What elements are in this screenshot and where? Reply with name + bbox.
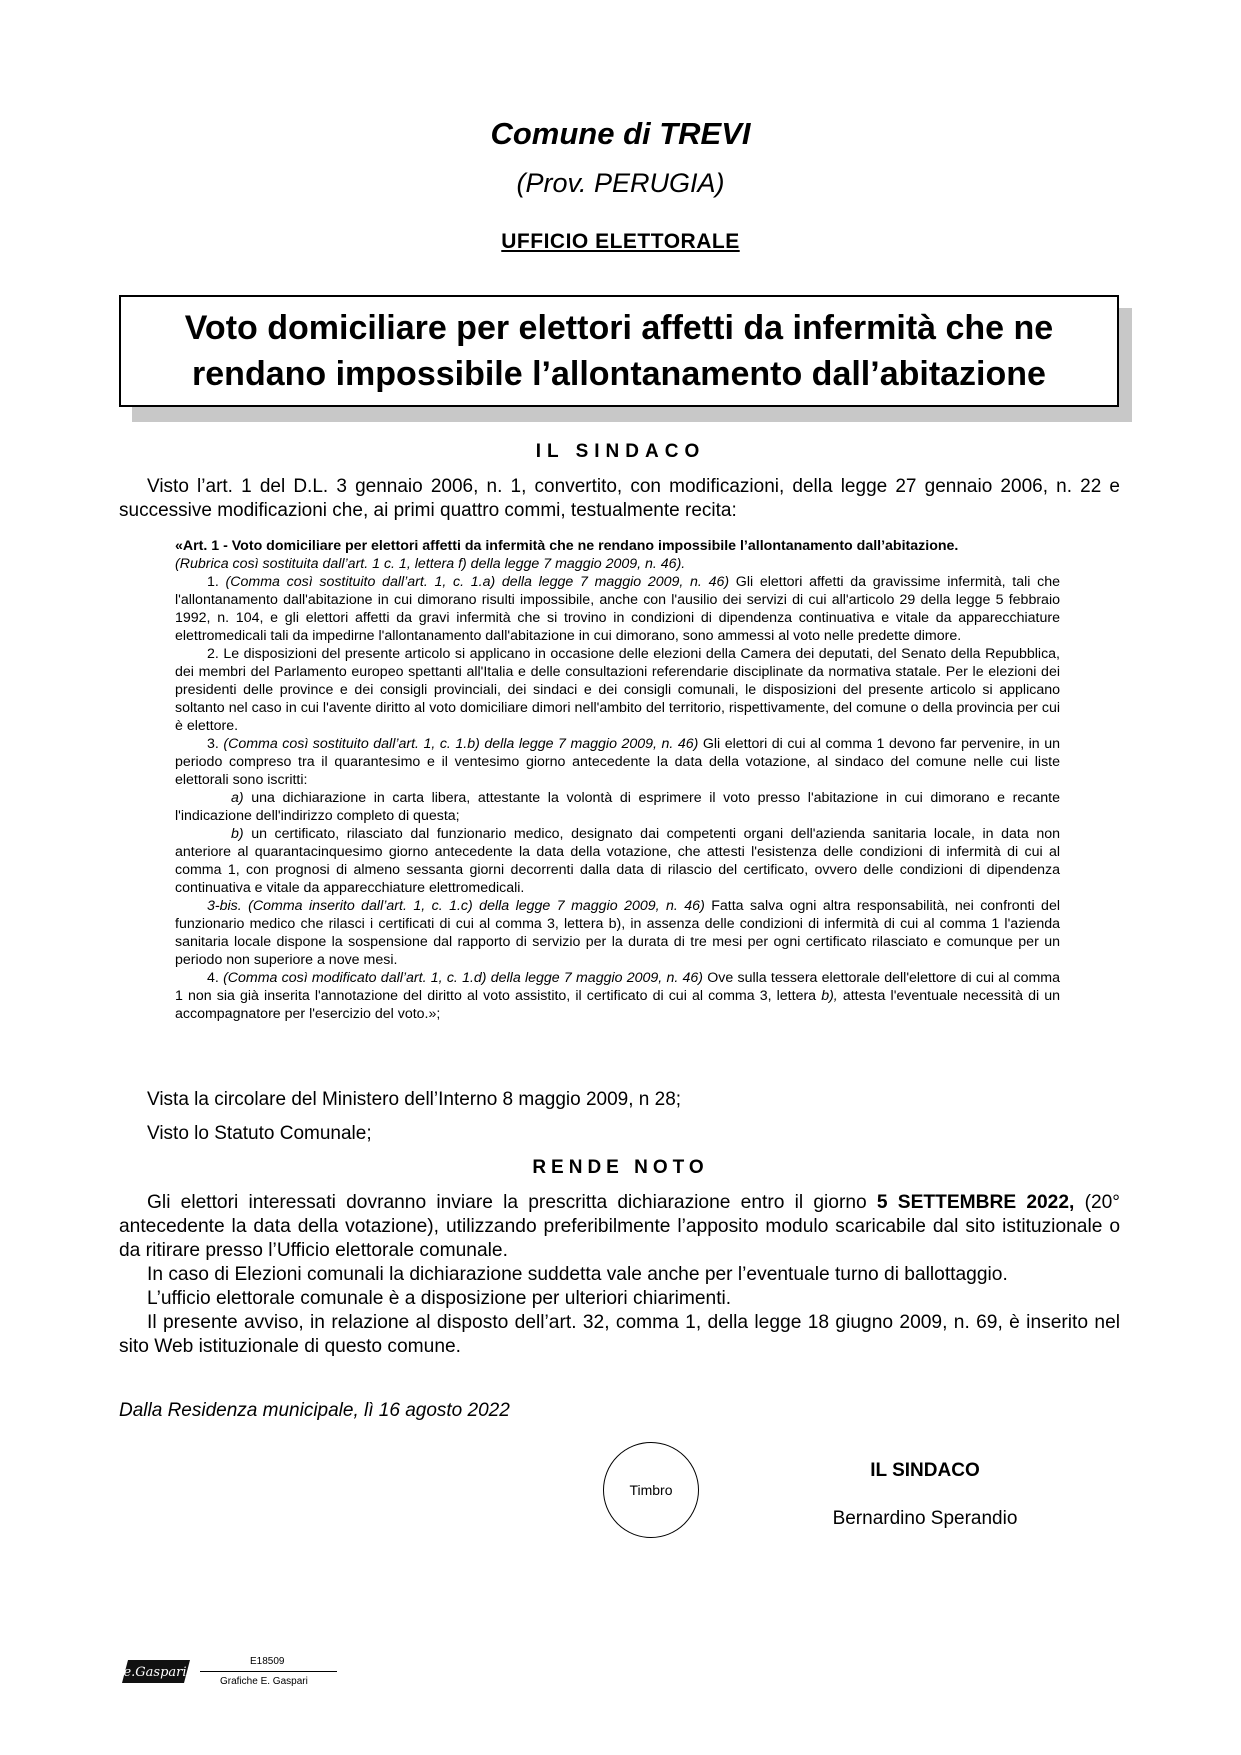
signature-title: IL SINDACO	[870, 1460, 980, 1481]
paragraph-3: 3. (Comma così sostituito dall’art. 1, c. 1.b) della legge 7 maggio 2009, n. 46) Gli elettori di cui al comma 1 devono far pervenire, in un periodo compreso tra il quarantesimo e il ventesimo giorno antecedente la data della votazione, al sindaco del comune nelle cui liste elettorali sono iscritti:	[175, 736, 1060, 788]
paragraph-3-bis-note: 3-bis. (Comma inserito dall’art. 1, c. 1.c) della legge 7 maggio 2009, n. 46)	[207, 898, 705, 914]
province-subtitle: (Prov. PERUGIA)	[516, 168, 725, 198]
article-rubrica-note: (Rubrica così sostituita dall’art. 1 c. 1, lettera f) della legge 7 maggio 2009, n. 46).	[175, 556, 686, 572]
document-title-box	[119, 295, 1119, 407]
law-quotation	[175, 537, 1060, 1023]
place-and-date: Dalla Residenza municipale, lì 16 agosto 2022	[119, 1400, 510, 1421]
paragraph-3-item-b: b) un certificato, rilasciato dal funzionario medico, designato dai competenti organi dell'azienda sanitaria locale, in data non anteriore al quarantacinquesimo giorno antecedente la data della votazione, che attesti l'esistenza delle condizioni di infermità di cui al comma 1, con prognosi di almeno sessanta giorni decorrenti dalla data di rilascio del certificato, ovvero delle condizioni di dipendenza continuativa e vitale da apparecchiature elettromedicali.	[175, 826, 1060, 896]
stamp-label: Timbro	[629, 1482, 673, 1498]
office-heading: UFFICIO ELETTORALE	[501, 230, 740, 253]
signature-name: Bernardino Sperandio	[832, 1508, 1018, 1529]
svg-text:e.Gaspari: e.Gaspari	[123, 1665, 187, 1680]
publisher-name: Grafiche E. Gaspari	[220, 1676, 308, 1687]
publisher-logo	[118, 1657, 192, 1685]
circular-reference: Vista la circolare del Ministero dell’Interno 8 maggio 2009, n 28;	[147, 1089, 682, 1110]
paragraph-2: 2. Le disposizioni del presente articolo si applicano in occasione delle elezioni della Camera dei deputati, del Senato della Repubblica, dei membri del Parlamento europeo spettanti all'Italia e delle consultazioni referendarie disciplinate da normativa statale. Per le elezioni dei presidenti delle province e dei consigli provinciali, dei sindaci e dei consigli comunali, le disposizioni del presente articolo si applicano soltanto nel caso in cui l'avente diritto al voto domiciliare dimori nell'ambito del territorio, rispettivamente, del comune o della provincia per cui è elettore.	[175, 646, 1060, 734]
announcement-ballot-note: In caso di Elezioni comunali la dichiarazione suddetta vale anche per l’eventuale turno di ballottaggio.	[147, 1264, 1008, 1285]
municipality-title: Comune di TREVI	[490, 116, 751, 151]
print-code: E18509	[250, 1656, 285, 1667]
announcement-body	[119, 1191, 1120, 1359]
paragraph-3-note: (Comma così sostituito dall’art. 1, c. 1.b) della legge 7 maggio 2009, n. 46)	[223, 736, 699, 752]
paragraph-4-note: (Comma così modificato dall’art. 1, c. 1.d) della legge 7 maggio 2009, n. 46)	[223, 970, 704, 986]
announcement-web-note: Il presente avviso, in relazione al disposto dell’art. 32, comma 1, della legge 18 giugno 2009, n. 69, è inserito nel sito Web istituzionale di questo comune.	[119, 1312, 1120, 1357]
paragraph-1: 1. (Comma così sostituito dall’art. 1, c. 1.a) della legge 7 maggio 2009, n. 46) Gli elettori affetti da gravissime infermità, tali che l'allontanamento dall'abitazione in cui dimorano risulti impossibile, anche con l'ausilio dei servizi di cui all'articolo 29 della legge 5 febbraio 1992, n. 104, e gli elettori affetti da gravi infermità che si trovino in condizioni di dipendenza continuativa e vitale da apparecchiature elettromedicali tali da impedirne l'allontanamento dall'abitazione in cui dimorano, sono ammessi al voto nelle predette dimore.	[175, 574, 1060, 644]
announcement-deadline: Gli elettori interessati dovranno inviare la prescritta dichiarazione entro il giorno 5 SETTEMBRE 2022, (20° antecedente la data della votazione), utilizzando preferibilmente l’apposito modulo scaricabile dal sito istituzionale o da ritirare presso l’Ufficio elettorale comunale.	[119, 1192, 1120, 1261]
deadline-date: 5 SETTEMBRE 2022,	[876, 1192, 1075, 1213]
article-heading: «Art. 1 - Voto domiciliare per elettori affetti da infermità che ne rendano impossibile l’allontanamento dall’abitazione.	[175, 538, 959, 554]
statute-reference: Visto lo Statuto Comunale;	[147, 1123, 372, 1144]
document-title-line-2: rendano impossibile l’allontanamento dall’abitazione	[192, 355, 1046, 393]
paragraph-4: 4. (Comma così modificato dall’art. 1, c. 1.d) della legge 7 maggio 2009, n. 46) Ove sulla tessera elettorale dell'elettore di cui al comma 1 non sia già inserita l'annotazione del diritto al voto assistito, il certificato di cui al comma 3, lettera b), attesta l'eventuale necessità di un accompagnatore per l'esercizio del voto.»;	[175, 970, 1061, 1022]
announcement-office-note: L’ufficio elettorale comunale è a disposizione per ulteriori chiarimenti.	[147, 1288, 732, 1309]
announcement-heading: RENDE NOTO	[532, 1157, 709, 1178]
document-title-line-1: Voto domiciliare per elettori affetti da infermità che ne	[184, 309, 1054, 347]
paragraph-3-bis: 3-bis. (Comma inserito dall’art. 1, c. 1.c) della legge 7 maggio 2009, n. 46) Fatta salva ogni altra responsabilità, nei confronti del funzionario medico che rilasci i certificati di cui al comma 3, lettera b), in assenza delle condizioni di infermità di cui al comma 1 l'azienda sanitaria locale dispone la sospensione dal rapporto di servizio per la durata di tre mesi per ogni certificato rilasciato e comunque per un periodo non superiore a nove mesi.	[175, 898, 1060, 968]
paragraph-1-note: (Comma così sostituito dall’art. 1, c. 1.a) della legge 7 maggio 2009, n. 46)	[225, 574, 730, 590]
mayor-heading: IL SINDACO	[535, 441, 706, 462]
footer-divider	[200, 1671, 337, 1672]
legal-premise: Visto l’art. 1 del D.L. 3 gennaio 2006, n. 1, convertito, con modificazioni, della legge 27 gennaio 2006, n. 22 e successive modificazioni che, ai primi quattro commi, testualmente recita:	[119, 476, 1120, 521]
stamp-placeholder	[603, 1442, 699, 1538]
paragraph-3-item-a: a) una dichiarazione in carta libera, attestante la volontà di esprimere il voto presso l'abitazione in cui dimorano e recante l'indicazione dell'indirizzo completo di questa;	[175, 790, 1060, 824]
